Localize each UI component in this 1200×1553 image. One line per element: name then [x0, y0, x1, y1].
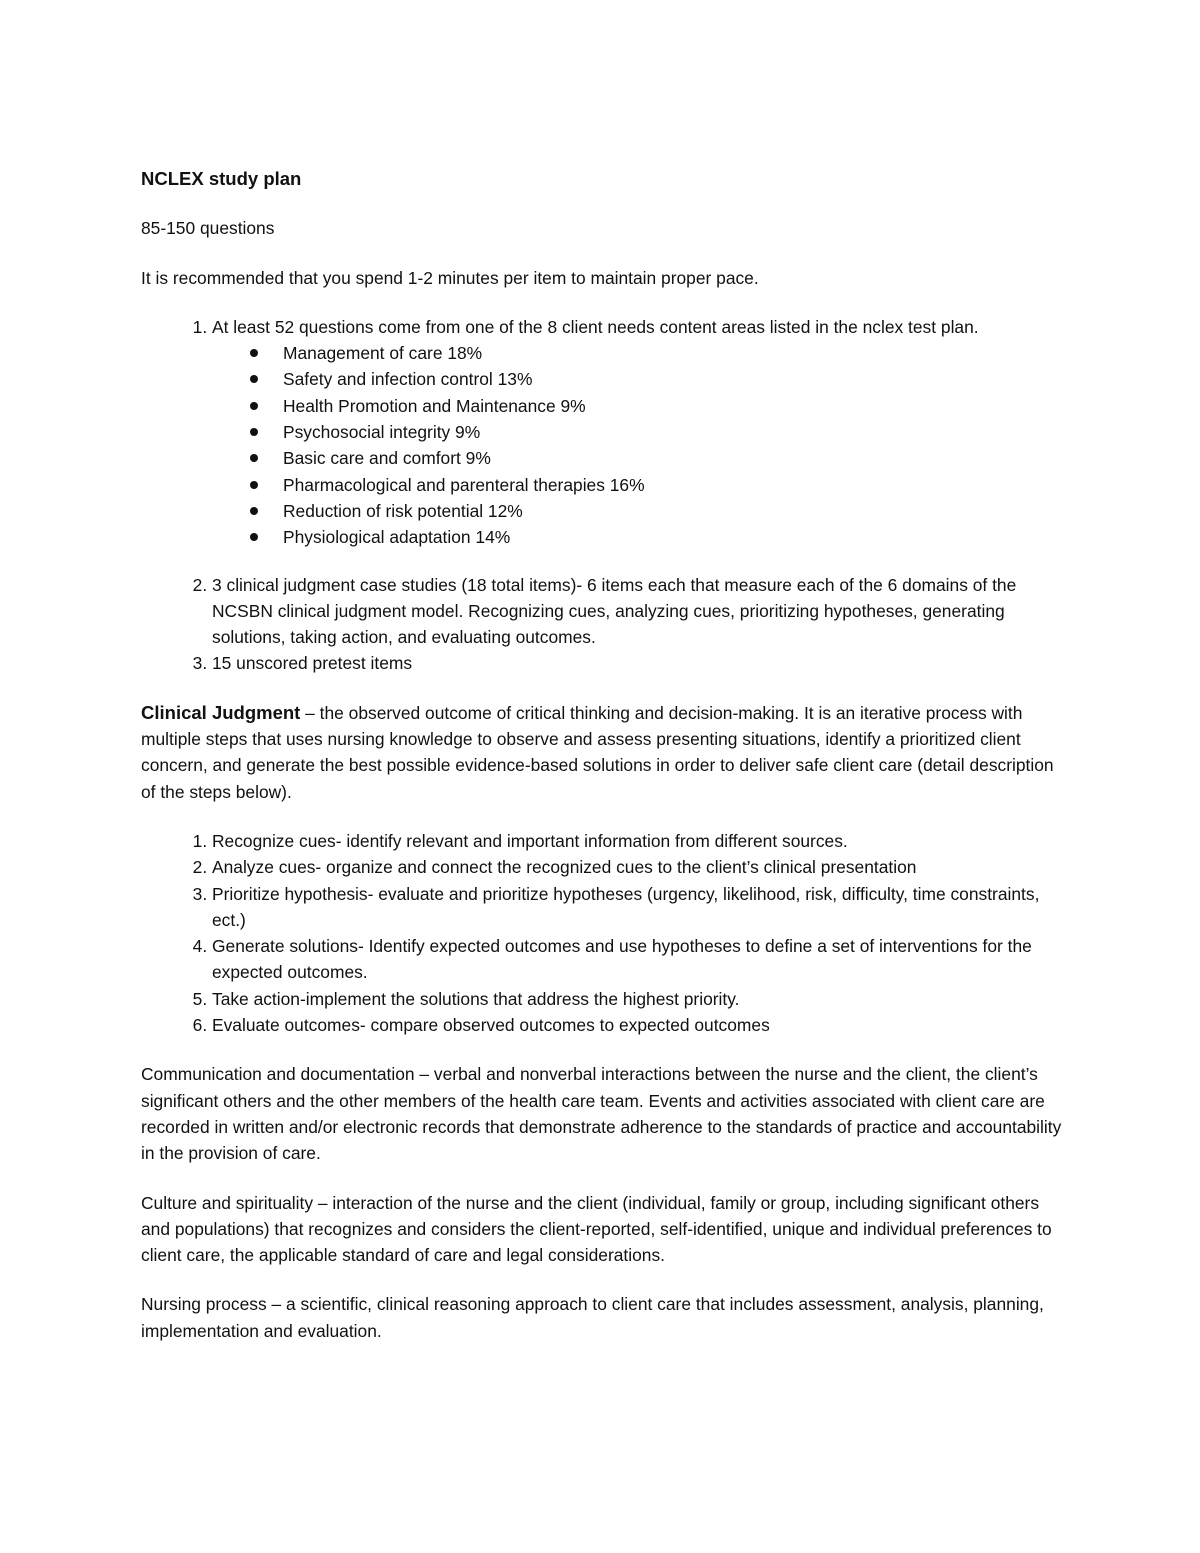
- step-item: 5. Take action-implement the solutions that address the highest priority.: [212, 986, 1066, 1012]
- step-item: 2. Analyze cues- organize and connect the recognized cues to the client’s clinical presentation: [212, 854, 1066, 880]
- document-body: [141, 166, 1066, 1367]
- client-need-item: Basic care and comfort 9%: [283, 445, 1066, 471]
- document-title: NCLEX study plan: [141, 168, 302, 189]
- client-needs-list: [212, 340, 1066, 550]
- question-range: 85-150 questions: [141, 218, 275, 239]
- client-need-item: Physiological adaptation 14%: [283, 524, 1066, 550]
- step-item: 1. Recognize cues- identify relevant and important information from different sources.: [212, 828, 1066, 854]
- clinical-judgment-definition: Clinical Judgment – the observed outcome of critical thinking and decision-making. It is an iterative process with multiple steps that uses nursing knowledge to observe and assess presenting situations, identify a prioritized client concern, and generate the best possible evidence-based solutions in order to deliver safe client care (detail description of the steps below).: [141, 701, 1054, 802]
- step-item: 4. Generate solutions- Identify expected outcomes and use hypotheses to define a set of interventions for the expected outcomes.: [212, 933, 1066, 986]
- clinical-judgment-steps: [141, 828, 1066, 1038]
- culture-definition: Culture and spirituality – interaction of the nurse and the client (individual, family or group, including significant others and populations) that recognizes and considers the client-reported, self-identified, unique and individual preferences to client care, the applicable standard of care and legal considerations.: [141, 1192, 1052, 1266]
- nursing-process-definition: Nursing process – a scientific, clinical reasoning approach to client care that includes assessment, analysis, planning, implementation and evaluation.: [141, 1294, 1044, 1341]
- clinical-judgment-term: Clinical Judgment: [141, 701, 301, 723]
- step-item: 6. Evaluate outcomes- compare observed outcomes to expected outcomes: [212, 1012, 1066, 1038]
- test-plan-item: 1. At least 52 questions come from one of the 8 client needs content areas listed in the nclex test plan. Management of care 18% Safety and infection control 13% Health Promotion and Maintenance 9% Psychosocial integrity 9% Basic care and comfort 9% Pharmacological and parenteral therapies 16% Reduction of risk potential 12% Physiological adaptation 14%: [212, 314, 1066, 551]
- step-item: 3. Prioritize hypothesis- evaluate and prioritize hypotheses (urgency, likelihood, risk, difficulty, time constraints, ect.): [212, 881, 1066, 934]
- test-plan-list: [141, 314, 1066, 677]
- communication-definition: Communication and documentation – verbal and nonverbal interactions between the nurse and the client, the client’s significant others and the other members of the health care team. Events and activities associated with client care are recorded in written and/or electronic records that demonstrate adherence to the standards of practice and accountability in the provision of care.: [141, 1064, 1062, 1164]
- client-need-item: Pharmacological and parenteral therapies 16%: [283, 472, 1066, 498]
- pace-note: It is recommended that you spend 1-2 minutes per item to maintain proper pace.: [141, 267, 759, 288]
- client-need-item: Health Promotion and Maintenance 9%: [283, 393, 1066, 419]
- test-plan-item: 3. 15 unscored pretest items: [212, 650, 1066, 676]
- client-need-item: Management of care 18%: [283, 340, 1066, 366]
- client-need-item: Safety and infection control 13%: [283, 366, 1066, 392]
- client-need-item: Reduction of risk potential 12%: [283, 498, 1066, 524]
- client-need-item: Psychosocial integrity 9%: [283, 419, 1066, 445]
- test-plan-item: 2. 3 clinical judgment case studies (18 total items)- 6 items each that measure each of the 6 domains of the NCSBN clinical judgment model. Recognizing cues, analyzing cues, prioritizing hypotheses, generating solutions, taking action, and evaluating outcomes.: [212, 572, 1066, 651]
